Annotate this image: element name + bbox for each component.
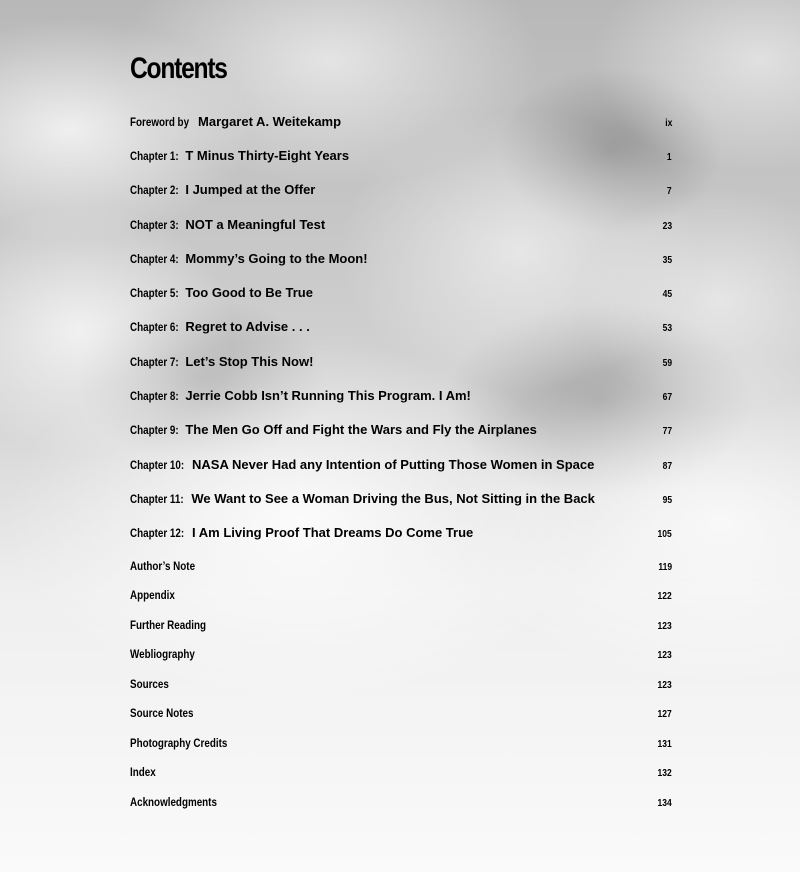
toc-entry-title: [130, 490, 595, 508]
toc-page-number: 134: [657, 798, 672, 809]
toc-page-number: 131: [657, 739, 672, 750]
toc-page-number: 23: [662, 221, 672, 232]
toc-entry-sources: [130, 677, 672, 691]
toc-entry-label: Webliography: [130, 647, 195, 661]
toc-page-number: 77: [662, 426, 672, 437]
toc-entry-title: [130, 216, 325, 234]
toc-entry-lead: Chapter 11:: [130, 492, 184, 506]
toc-entry-lead: Chapter 2:: [130, 183, 179, 197]
toc-entry-chapter-12: [130, 524, 672, 542]
toc-entry-lead: Chapter 5:: [130, 286, 179, 300]
toc-page-number: 123: [657, 680, 672, 691]
toc-entry-authors-note: [130, 559, 672, 573]
toc-page-number: 87: [662, 461, 672, 472]
toc-entry-further-reading: [130, 618, 672, 632]
toc-entry-title: [130, 250, 368, 268]
toc-entry-label: Acknowledgments: [130, 795, 217, 809]
toc-entry-lead: Chapter 8:: [130, 389, 179, 403]
toc-entry-label: Source Notes: [130, 706, 194, 720]
toc-page-number: 35: [662, 255, 672, 266]
toc-page-number: ix: [664, 118, 672, 129]
toc-entry-text: Let’s Stop This Now!: [185, 354, 314, 369]
toc-page-number: 122: [657, 591, 672, 602]
toc-page-number: 95: [662, 495, 672, 506]
toc-entry-chapter-6: [130, 318, 672, 336]
toc-page-number: 67: [662, 392, 672, 403]
toc-entry-acknowledgments: [130, 795, 672, 809]
toc-entry-text: Too Good to Be True: [185, 285, 313, 300]
toc-entry-title: [130, 387, 471, 405]
toc-entry-chapter-4: [130, 250, 672, 268]
toc-entry-title: [130, 456, 594, 474]
toc-entry-photography-credits: [130, 736, 672, 750]
toc-entry-lead: Chapter 6:: [130, 320, 179, 334]
toc-entry-lead: Chapter 9:: [130, 423, 179, 437]
toc-entry-chapter-2: [130, 181, 672, 199]
toc-page-number: 59: [662, 358, 672, 369]
toc-page-number: 123: [657, 621, 672, 632]
toc-entry-title: [130, 318, 310, 336]
toc-entry-chapter-11: [130, 490, 672, 508]
toc-page-number: 105: [657, 529, 672, 540]
toc-page-number: 119: [658, 562, 672, 573]
toc-page-number: 53: [662, 323, 672, 334]
toc-entry-chapter-3: [130, 216, 672, 234]
toc-entry-lead: Chapter 4:: [130, 252, 179, 266]
toc-entry-chapter-8: [130, 387, 672, 405]
toc-entry-foreword: [130, 113, 672, 131]
toc-page-number: 123: [657, 650, 672, 661]
toc-entry-webliography: [130, 647, 672, 661]
toc-entry-title: [130, 524, 473, 542]
toc-entry-text: Mommy’s Going to the Moon!: [185, 251, 368, 266]
toc-entry-label: Index: [130, 765, 156, 779]
toc-entry-lead: Chapter 10:: [130, 458, 185, 472]
toc-entry-lead: Foreword by: [130, 115, 190, 129]
toc-entry-text: Jerrie Cobb Isn’t Running This Program. I Am!: [185, 388, 471, 403]
toc-entry-title: [130, 284, 313, 302]
toc-entry-chapter-5: [130, 284, 672, 302]
toc-page-number: 45: [662, 289, 672, 300]
toc-page-number: 1: [667, 152, 672, 163]
toc-entry-lead: Chapter 1:: [130, 149, 179, 163]
toc-entry-lead: Chapter 7:: [130, 355, 179, 369]
toc-entry-source-notes: [130, 706, 672, 720]
page-title: Contents: [130, 52, 227, 85]
toc-entry-text: The Men Go Off and Fight the Wars and Fly the Airplanes: [185, 422, 537, 437]
toc-entry-lead: Chapter 3:: [130, 218, 179, 232]
toc-entry-chapter-9: [130, 421, 672, 439]
toc-entry-chapter-10: [130, 456, 672, 474]
toc-entry-text: Margaret A. Weitekamp: [198, 114, 342, 129]
toc-entry-title: [130, 421, 537, 439]
toc-entry-label: Appendix: [130, 588, 175, 602]
toc-entry-title: [130, 181, 315, 199]
toc-entry-label: Sources: [130, 677, 169, 691]
toc-page-number: 127: [657, 709, 672, 720]
toc-entry-label: Further Reading: [130, 618, 206, 632]
toc-entry-chapter-7: [130, 353, 672, 371]
toc-page-number: 132: [657, 768, 672, 779]
toc-entry-appendix: [130, 588, 672, 602]
toc-entry-chapter-1: [130, 147, 672, 165]
toc-entry-text: Regret to Advise . . .: [185, 319, 310, 334]
toc-entry-text: NOT a Meaningful Test: [185, 217, 326, 232]
toc-entry-text: T Minus Thirty-Eight Years: [185, 148, 350, 163]
toc-entry-index: [130, 765, 672, 779]
toc-entry-text: We Want to See a Woman Driving the Bus, Not Sitting in the Back: [191, 491, 595, 506]
toc-entry-title: [130, 147, 349, 165]
toc-entry-lead: Chapter 12:: [130, 526, 185, 540]
toc-entry-title: [130, 113, 341, 131]
toc-entry-title: [130, 353, 313, 371]
toc-page-number: 7: [667, 186, 672, 197]
toc-entry-label: Photography Credits: [130, 736, 228, 750]
toc-entry-label: Author’s Note: [130, 559, 196, 573]
toc-entry-text: I Am Living Proof That Dreams Do Come True: [192, 525, 474, 540]
toc-entry-text: I Jumped at the Offer: [185, 182, 316, 197]
toc-entry-text: NASA Never Had any Intention of Putting Those Women in Space: [192, 457, 595, 472]
